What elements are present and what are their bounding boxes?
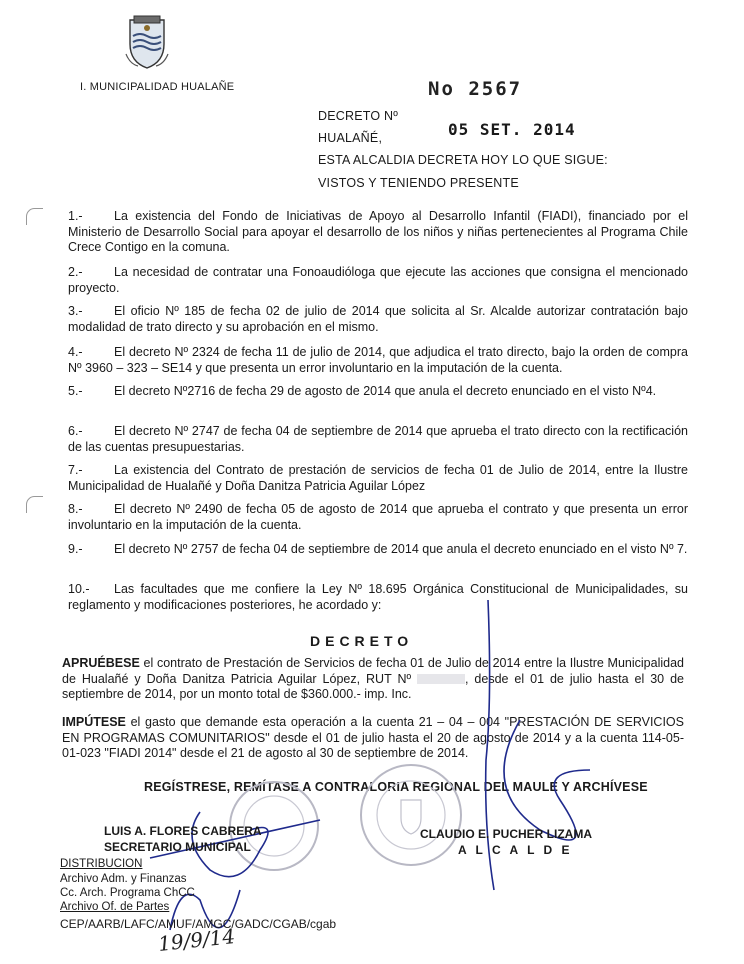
mayor-name: CLAUDIO E. PUCHER LIZAMA xyxy=(420,827,592,841)
visto-text: La necesidad de contratar una Fonoaudióloga que ejecute las acciones que consigna el mencionado proyecto. xyxy=(68,265,688,295)
visto-number: 2.- xyxy=(68,265,83,279)
imputese-keyword: IMPÚTESE xyxy=(62,715,126,729)
initials-line: CEP/AARB/LAFC/AMUF/AMGC/GADC/CGAB/cgab xyxy=(60,917,337,931)
visto-text: Las facultades que me confiere la Ley Nº 18.695 Orgánica Constitucional de Municipalidades, su reglamento y modificaciones posteriores, he acordado y: xyxy=(68,582,688,612)
visto-text: El decreto Nº 2747 de fecha 04 de septiembre de 2014 que aprueba el trato directo con la rectificación de las cuentas presupuestarias. xyxy=(68,424,688,454)
apruebese-text-end: , desde el 01 de julio hasta el 30 de septiembre de 2014, por un monto total de $360.000.- imp. Inc. xyxy=(62,671,684,701)
distribution-item: Archivo Of. de Partes xyxy=(60,901,170,913)
decreto-label: DECRETO Nº xyxy=(318,109,398,123)
distribution-item: Cc. Arch. Programa ChCC xyxy=(60,887,195,899)
visto-text: La existencia del Contrato de prestación de servicios de fecha 01 de Julio de 2014, entre la Ilustre Municipalidad de Hualañé y Doña Danitza Patricia Aguilar López xyxy=(68,463,688,493)
apruebese-keyword: APRUÉBESE xyxy=(62,656,140,670)
apruebese-text: el contrato de Prestación de Servicios de fecha 01 de Julio de 2014 entre la Ilustre Municipalidad de Hualañé y Doña Danitza Patricia Aguilar López, RUT Nº xyxy=(62,656,684,686)
visto-number: 1.- xyxy=(68,209,83,223)
decreto-title: DECRETO xyxy=(310,633,414,649)
visto-number: 3.- xyxy=(68,304,83,318)
decree-number-stamp: No 2567 xyxy=(428,78,523,100)
visto-text: El decreto Nº 2757 de fecha 04 de septiembre de 2014 que anula el decreto enunciado en el visto Nº 7. xyxy=(114,542,688,556)
visto-number: 8.- xyxy=(68,502,83,516)
municipality-name: I. MUNICIPALIDAD HUALAÑE xyxy=(80,81,235,93)
distribution-title: DISTRIBUCION xyxy=(60,858,143,870)
visto-number: 6.- xyxy=(68,424,83,438)
decree-intro: ESTA ALCALDIA DECRETA HOY LO QUE SIGUE: xyxy=(318,153,608,167)
visto-number: 4.- xyxy=(68,345,83,359)
date-stamp: 05 SET. 2014 xyxy=(448,120,576,139)
visto-number: 10.- xyxy=(68,582,90,596)
mayor-title: A L C A L D E xyxy=(458,843,573,857)
visto-number: 7.- xyxy=(68,463,83,477)
secretary-name: LUIS A. FLORES CABRERA xyxy=(104,824,262,838)
secretary-title: SECRETARIO MUNICIPAL xyxy=(104,840,251,854)
vistos-heading: VISTOS Y TENIENDO PRESENTE xyxy=(318,176,519,190)
registrese-line: REGÍSTRESE, REMÍTASE A CONTRALORIA REGIONAL DEL MAULE Y ARCHÍVESE xyxy=(144,780,648,794)
visto-text: La existencia del Fondo de Iniciativas de Apoyo al Desarrollo Infantil (FIADI), financiado por el Ministerio de Desarrollo Social para apoyar el desarrollo de los niños y niñas pertenecientes al Programa Chile Crece Contigo en la comuna. xyxy=(68,209,688,254)
city-label: HUALAÑÉ, xyxy=(318,131,383,145)
visto-text: El decreto Nº 2324 de fecha 11 de julio de 2014, que adjudica el trato directo, bajo la orden de compra Nº 3960 – 323 – SE14 y que presenta un error involuntario en la imputación de la cuenta. xyxy=(68,345,688,375)
handwritten-date: 19/9/14 xyxy=(156,924,237,956)
visto-number: 9.- xyxy=(68,542,83,556)
visto-text: El decreto Nº2716 de fecha 29 de agosto de 2014 que anula el decreto enunciado en el visto Nº4. xyxy=(114,384,657,398)
imputese-text: el gasto que demande esta operación a la cuenta 21 – 04 – 004 "PRESTACIÓN DE SERVICIOS EN PROGRAMAS COMUNITARIOS" desde el 01 de julio hasta el 20 de agosto de 2014 y a la cuenta 114-05-01-023 "FIADI 2014" desde el 21 de agosto al 30 de septiembre de 2014. xyxy=(62,715,684,760)
distribution-item: Archivo Adm. y Finanzas xyxy=(60,873,187,885)
visto-number: 5.- xyxy=(68,384,83,398)
visto-text: El decreto Nº 2490 de fecha 05 de agosto de 2014 que aprueba el contrato y que presenta un error involuntario en la imputación de la cuenta. xyxy=(68,502,688,532)
visto-text: El oficio Nº 185 de fecha 02 de julio de 2014 que solicita al Sr. Alcalde autorizar contratación bajo modalidad de trato directo y su aprobación en el mismo. xyxy=(68,304,688,334)
